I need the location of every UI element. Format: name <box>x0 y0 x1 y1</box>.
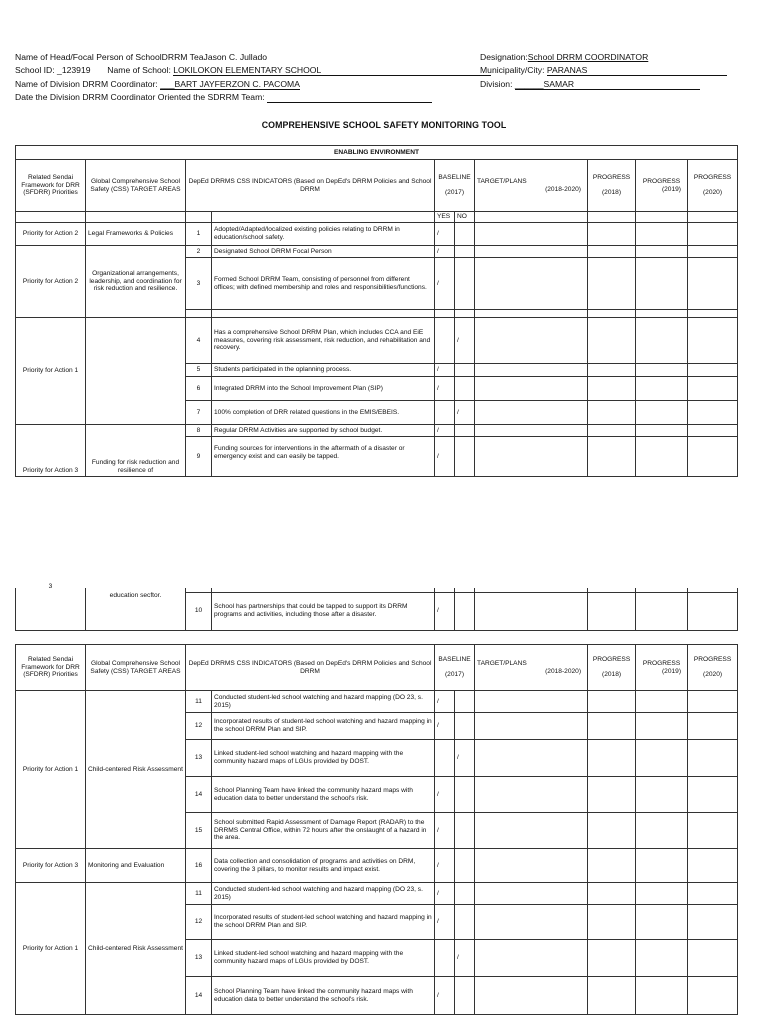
designation-value: School DRRM COORDINATOR <box>527 52 649 62</box>
header-target-years: (2018-2020) <box>545 185 581 193</box>
yes-check-mark[interactable]: / <box>435 364 455 377</box>
sendai-cell: Priority for Action 3 <box>16 425 86 477</box>
yes-check-mark[interactable]: / <box>435 223 455 246</box>
header-baseline-label: BASELINE <box>438 173 471 181</box>
yes-check-mark[interactable]: / <box>435 905 455 940</box>
indicator-number: 11 <box>186 883 212 905</box>
indicator-text: Conducted student-led school watching and hazard mapping (DO 23, s. 2015) <box>212 883 435 905</box>
header-progress-2020 <box>688 645 738 691</box>
page-title: COMPREHENSIVE SCHOOL SAFETY MONITORING TOOL <box>261 120 507 130</box>
indicator-text: Has a comprehensive School DRRM Plan, which includes CCA and EiE measures, covering risk assessment, risk reduction, and rehabilitation and recovery. <box>212 318 435 364</box>
progress-year-2020: (2020) <box>702 189 723 197</box>
indicator-number: 4 <box>186 318 212 364</box>
no-column-header: NO <box>455 212 475 223</box>
yes-check-mark[interactable]: / <box>435 813 455 849</box>
division-value: ______SAMAR <box>515 80 700 90</box>
indicator-text: School Planning Team have linked the community hazard maps with education data to better understand the school's risk. <box>212 777 435 813</box>
css-area-cell: Child-centered Risk Assessment <box>86 691 186 849</box>
header-progress-2019 <box>636 645 688 691</box>
css-area-cell: Child-centered Risk Assessment <box>86 883 186 1015</box>
indicator-text: Integrated DRRM into the School Improvement Plan (SIP) <box>212 377 435 401</box>
header-progress-2019 <box>636 160 688 212</box>
header-sendai: Related Sendai Framework for DRR (SFDRR) Priorities <box>16 160 86 212</box>
progress-label-2018: PROGRESS <box>592 173 631 181</box>
division-line <box>480 79 700 90</box>
header-baseline <box>435 160 475 212</box>
indicator-text: Students participated in the oplanning process. <box>212 364 435 377</box>
css-area-cell <box>86 318 186 425</box>
header-baseline-label: BASELINE <box>438 655 471 663</box>
school-name-label: Name of School: <box>107 65 171 75</box>
oriented-label: Date the Division DRRM Coordinator Oriented the SDRRM Team: <box>15 92 265 102</box>
school-id-label: School ID: <box>15 65 55 75</box>
head-person-value: DRRM TeaJason C. Jullado <box>161 52 268 62</box>
progress-year-2018: (2018) <box>602 671 622 679</box>
designation-label: Designation: <box>480 52 528 62</box>
head-person-label: Name of Head/Focal Person of School <box>15 52 162 62</box>
header-progress-2018 <box>588 160 636 212</box>
sendai-cell-tail: 3 <box>48 583 53 590</box>
no-check-mark[interactable]: / <box>455 318 475 364</box>
division-coordinator-label: Name of Division DRRM Coordinator: <box>15 79 158 89</box>
division-coordinator-line <box>15 79 300 90</box>
yes-check-mark[interactable]: / <box>435 377 455 401</box>
header-css: Global Comprehensive School Safety (CSS) TARGET AREAS <box>86 645 186 691</box>
table-row <box>16 246 738 258</box>
yes-check-mark[interactable]: / <box>435 425 455 437</box>
indicator-number: 13 <box>186 940 212 977</box>
indicator-number: 12 <box>186 713 212 740</box>
enabling-environment-band: ENABLING ENVIRONMENT <box>16 146 738 160</box>
header-baseline-year: (2017) <box>444 189 465 197</box>
header-sendai: Related Sendai Framework for DRR (SFDRR) Priorities <box>16 645 86 691</box>
header-target-years: (2018-2020) <box>545 667 582 675</box>
indicator-number: 3 <box>186 258 212 310</box>
sendai-cell: Priority for Action 3 <box>16 849 86 883</box>
sendai-cell-continued <box>16 583 86 630</box>
progress-label-2018: PROGRESS <box>592 655 631 663</box>
indicator-number: 11 <box>186 691 212 713</box>
yes-check-mark[interactable]: / <box>435 977 455 1015</box>
indicator-number: 7 <box>186 401 212 425</box>
css-area-cell: Legal Frameworks & Policies <box>86 223 186 246</box>
table-row <box>16 883 738 905</box>
school-id-value: _123919 <box>57 65 91 75</box>
indicator-text: Incorporated results of student-led school watching and hazard mapping in the school DRRM Plan and SIP. <box>212 713 435 740</box>
yes-check-mark[interactable]: / <box>435 258 455 310</box>
indicator-number: 9 <box>186 437 212 477</box>
indicator-text: Adopted/Adapted/localized existing policies relating to DRRM in education/school safety. <box>212 223 435 246</box>
yes-check-mark[interactable]: / <box>435 777 455 813</box>
indicator-number: 12 <box>186 905 212 940</box>
css-area-cell: Monitoring and Evaluation <box>86 849 186 883</box>
indicator-number: 13 <box>186 740 212 777</box>
progress-label-2020: PROGRESS <box>693 173 732 181</box>
sendai-cell: Priority for Action 1 <box>16 883 86 1015</box>
yes-check-mark[interactable]: / <box>435 437 455 477</box>
indicator-number: 6 <box>186 377 212 401</box>
indicator-number: 14 <box>186 777 212 813</box>
yes-check-mark[interactable]: / <box>435 246 455 258</box>
header-css: Global Comprehensive School Safety (CSS) TARGET AREAS <box>86 160 186 212</box>
progress-year-2019: (2019) <box>661 185 681 193</box>
indicator-number: 16 <box>186 849 212 883</box>
yes-column-header: YES <box>435 212 455 223</box>
enabling-environment-table-continued <box>15 583 737 631</box>
division-coordinator-value: ___BART JAYFERZON C. PACOMA <box>160 79 300 89</box>
yes-check-mark[interactable]: / <box>435 592 455 630</box>
no-check-cell[interactable] <box>455 223 475 246</box>
indicator-text: Data collection and consolidation of programs and activities on DRM, covering the 3 pillars, to monitor results and impact exist. <box>212 849 435 883</box>
indicator-text: School Planning Team have linked the community hazard maps with education data to better understand the school's risk. <box>212 977 435 1015</box>
progress-label-2019: PROGRESS <box>642 659 681 667</box>
municipality-line <box>480 65 727 76</box>
yes-check-mark[interactable]: / <box>435 691 455 713</box>
enabling-environment-table <box>15 145 737 475</box>
progress-label-2019: PROGRESS <box>642 177 681 185</box>
indicator-text: Designated School DRRM Focal Person <box>212 246 435 258</box>
indicator-text: Conducted student-led school watching and hazard mapping (DO 23, s. 2015) <box>212 691 435 713</box>
division-label: Division: <box>480 79 513 89</box>
table-row <box>16 318 738 364</box>
css-area-cell-continued: education secftor. <box>86 588 186 630</box>
indicator-text: School has partnerships that could be tapped to support its DRRM programs and activities, including those after a disaster. <box>212 592 435 630</box>
indicator-text: 100% completion of DRR related questions in the EMIS/EBEIS. <box>212 401 435 425</box>
sendai-cell: Priority for Action 2 <box>16 223 86 246</box>
progress-year-2020: (2020) <box>703 671 723 679</box>
table-row <box>16 849 738 883</box>
header-target <box>475 160 588 212</box>
indicator-text: Formed School DRRM Team, consisting of personnel from different offices; with defined membership and roles and responsibilities/functions. <box>212 258 435 310</box>
designation-line <box>480 52 728 63</box>
no-check-mark[interactable]: / <box>455 940 475 977</box>
no-check-mark[interactable]: / <box>455 401 475 425</box>
sendai-cell: Priority for Action 2 <box>16 246 86 318</box>
header-baseline <box>435 645 475 691</box>
css-area-cell: Organizational arrangements, leadership, and coordination for risk reduction and resilience. <box>86 246 186 318</box>
no-check-mark[interactable]: / <box>455 740 475 777</box>
indicator-text: Funding sources for interventions in the aftermath of a disaster or emergency exist and can easily be tapped. <box>212 437 435 477</box>
progress-label-2020: PROGRESS <box>693 655 732 663</box>
yes-check-mark[interactable]: / <box>435 883 455 905</box>
indicator-number: 15 <box>186 813 212 849</box>
school-id-line <box>15 65 491 76</box>
indicator-text: School submitted Rapid Assessment of Damage Report (RADAR) to the DRRMS Central Office, within 72 hours after the onslaught of a hazard in the area. <box>212 813 435 849</box>
table-row <box>16 691 738 713</box>
indicator-number: 2 <box>186 246 212 258</box>
indicator-text: Linked student-led school watching and hazard mapping with the community hazard maps of LGUs provided by DOST. <box>212 740 435 777</box>
oriented-line <box>15 92 432 103</box>
table-row <box>16 425 738 437</box>
indicator-number: 1 <box>186 223 212 246</box>
indicator-number: 14 <box>186 977 212 1015</box>
header-progress-2018 <box>588 645 636 691</box>
indicator-number: 5 <box>186 364 212 377</box>
css-area-cell: Funding for risk reduction and resilience of <box>86 425 186 477</box>
header-target-label: TARGET/PLANS <box>477 659 527 667</box>
municipality-value: PARANAS <box>547 66 727 76</box>
progress-year-2019: (2019) <box>661 667 682 675</box>
header-progress-2020 <box>688 160 738 212</box>
yes-check-mark[interactable]: / <box>435 713 455 740</box>
oriented-value <box>267 94 432 103</box>
risk-assessment-table <box>15 644 737 1024</box>
yes-check-mark[interactable]: / <box>435 849 455 883</box>
header-indicators: DepEd DRRMS CSS INDICATORS (Based on DepEd's DRRM Policies and School DRRM <box>186 645 435 691</box>
header-indicators: DepEd DRRMS CSS INDICATORS (Based on DepEd's DRRM Policies and School DRRM <box>186 160 435 212</box>
sendai-cell: Priority for Action 1 <box>16 691 86 849</box>
header-baseline-year: (2017) <box>444 671 465 679</box>
indicator-number: 8 <box>186 425 212 437</box>
table-row <box>16 223 738 246</box>
school-name-value: LOKILOKON ELEMENTARY SCHOOL <box>173 66 491 76</box>
header-target <box>475 645 588 691</box>
indicator-number: 10 <box>186 592 212 630</box>
head-person-line <box>15 52 267 63</box>
municipality-label: Municipality/City: <box>480 65 545 75</box>
header-target-label: TARGET/PLANS <box>477 177 527 185</box>
indicator-text: Linked student-led school watching and hazard mapping with the community hazard maps of LGUs provided by DOST. <box>212 940 435 977</box>
indicator-text: Incorporated results of student-led school watching and hazard mapping in the school DRRM Plan and SIP. <box>212 905 435 940</box>
indicator-text: Regular DRRM Activities are supported by school budget. <box>212 425 435 437</box>
sendai-cell: Priority for Action 1 <box>16 318 86 425</box>
progress-year-2018: (2018) <box>601 189 622 197</box>
